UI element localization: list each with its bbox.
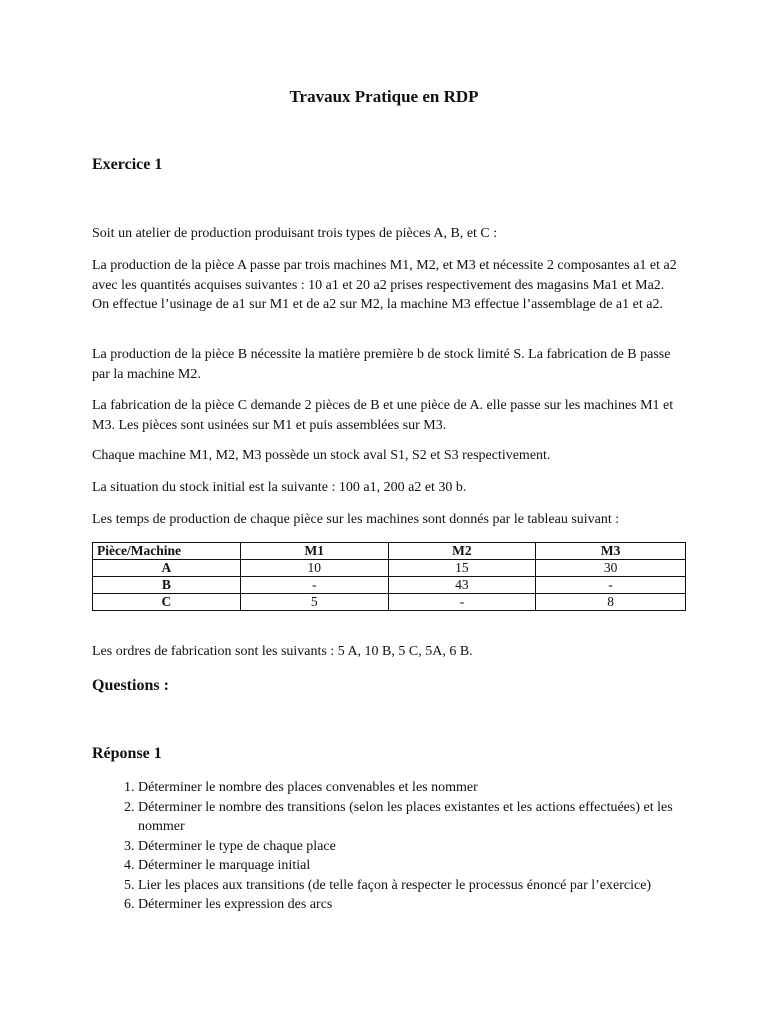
paragraph-orders: Les ordres de fabrication sont les suivants : 5 A, 10 B, 5 C, 5A, 6 B. xyxy=(92,644,473,659)
page-title: Travaux Pratique en RDP xyxy=(289,87,479,106)
table-row xyxy=(93,577,686,594)
paragraph-piece-b: La production de la pièce B nécessite la matière première b de stock limité S. La fabrication de B passe par la machine M2. xyxy=(92,347,671,382)
list-item: 2. Déterminer le nombre des transitions (selon les places existantes et les actions effectuées) et les nommer xyxy=(138,798,698,837)
list-item: 5. Lier les places aux transitions (de telle façon à respecter le processus énoncé par l’exercice) xyxy=(138,876,698,896)
table-cell: 30 xyxy=(536,560,686,577)
list-item: 3. Déterminer le type de chaque place xyxy=(138,837,698,857)
list-item: 6. Déterminer les expression des arcs xyxy=(138,895,698,915)
paragraph-initial-stock: La situation du stock initial est la suivante : 100 a1, 200 a2 et 30 b. xyxy=(92,480,467,495)
list-item: 4. Déterminer le marquage initial xyxy=(138,856,698,876)
table-cell: - xyxy=(536,577,686,594)
questions-list xyxy=(92,778,698,915)
table-header-cell: M3 xyxy=(536,543,686,560)
production-times-table xyxy=(92,542,686,611)
table-header-cell: Pièce/Machine xyxy=(93,543,241,560)
response-heading: Réponse 1 xyxy=(92,745,162,762)
table-row-label: C xyxy=(93,594,241,611)
table-cell: - xyxy=(388,594,536,611)
table-cell: - xyxy=(240,577,388,594)
questions-heading: Questions : xyxy=(92,677,169,694)
table-header-cell: M2 xyxy=(388,543,536,560)
table-row-label: B xyxy=(93,577,241,594)
paragraph-piece-a: La production de la pièce A passe par trois machines M1, M2, et M3 et nécessite 2 composantes a1 et a2 avec les quantités acquises suivantes : 10 a1 et 20 a2 prises respectivement des magasins Ma1 et Ma2. On effectue l’usinage de a1 sur M1 et de a2 sur M2, la machine M3 effectue l’assemblage de a1 et a2. xyxy=(92,258,677,312)
table-cell: 5 xyxy=(240,594,388,611)
table-row xyxy=(93,560,686,577)
list-item: 1. Déterminer le nombre des places convenables et les nommer xyxy=(138,778,698,798)
table-row xyxy=(93,594,686,611)
table-cell: 8 xyxy=(536,594,686,611)
table-cell: 43 xyxy=(388,577,536,594)
paragraph-piece-c: La fabrication de la pièce C demande 2 pièces de B et une pièce de A. elle passe sur les machines M1 et M3. Les pièces sont usinées sur M1 et puis assemblées sur M3. xyxy=(92,398,674,433)
exercise-heading: Exercice 1 xyxy=(92,156,163,173)
table-cell: 10 xyxy=(240,560,388,577)
table-row-label: A xyxy=(93,560,241,577)
table-header-cell: M1 xyxy=(240,543,388,560)
table-header-row xyxy=(93,543,686,560)
paragraph-stocks: Chaque machine M1, M2, M3 possède un stock aval S1, S2 et S3 respectivement. xyxy=(92,448,551,463)
table-cell: 15 xyxy=(388,560,536,577)
paragraph-table-intro: Les temps de production de chaque pièce sur les machines sont donnés par le tableau suivant : xyxy=(92,512,620,527)
paragraph-intro: Soit un atelier de production produisant trois types de pièces A, B, et C : xyxy=(92,226,498,241)
